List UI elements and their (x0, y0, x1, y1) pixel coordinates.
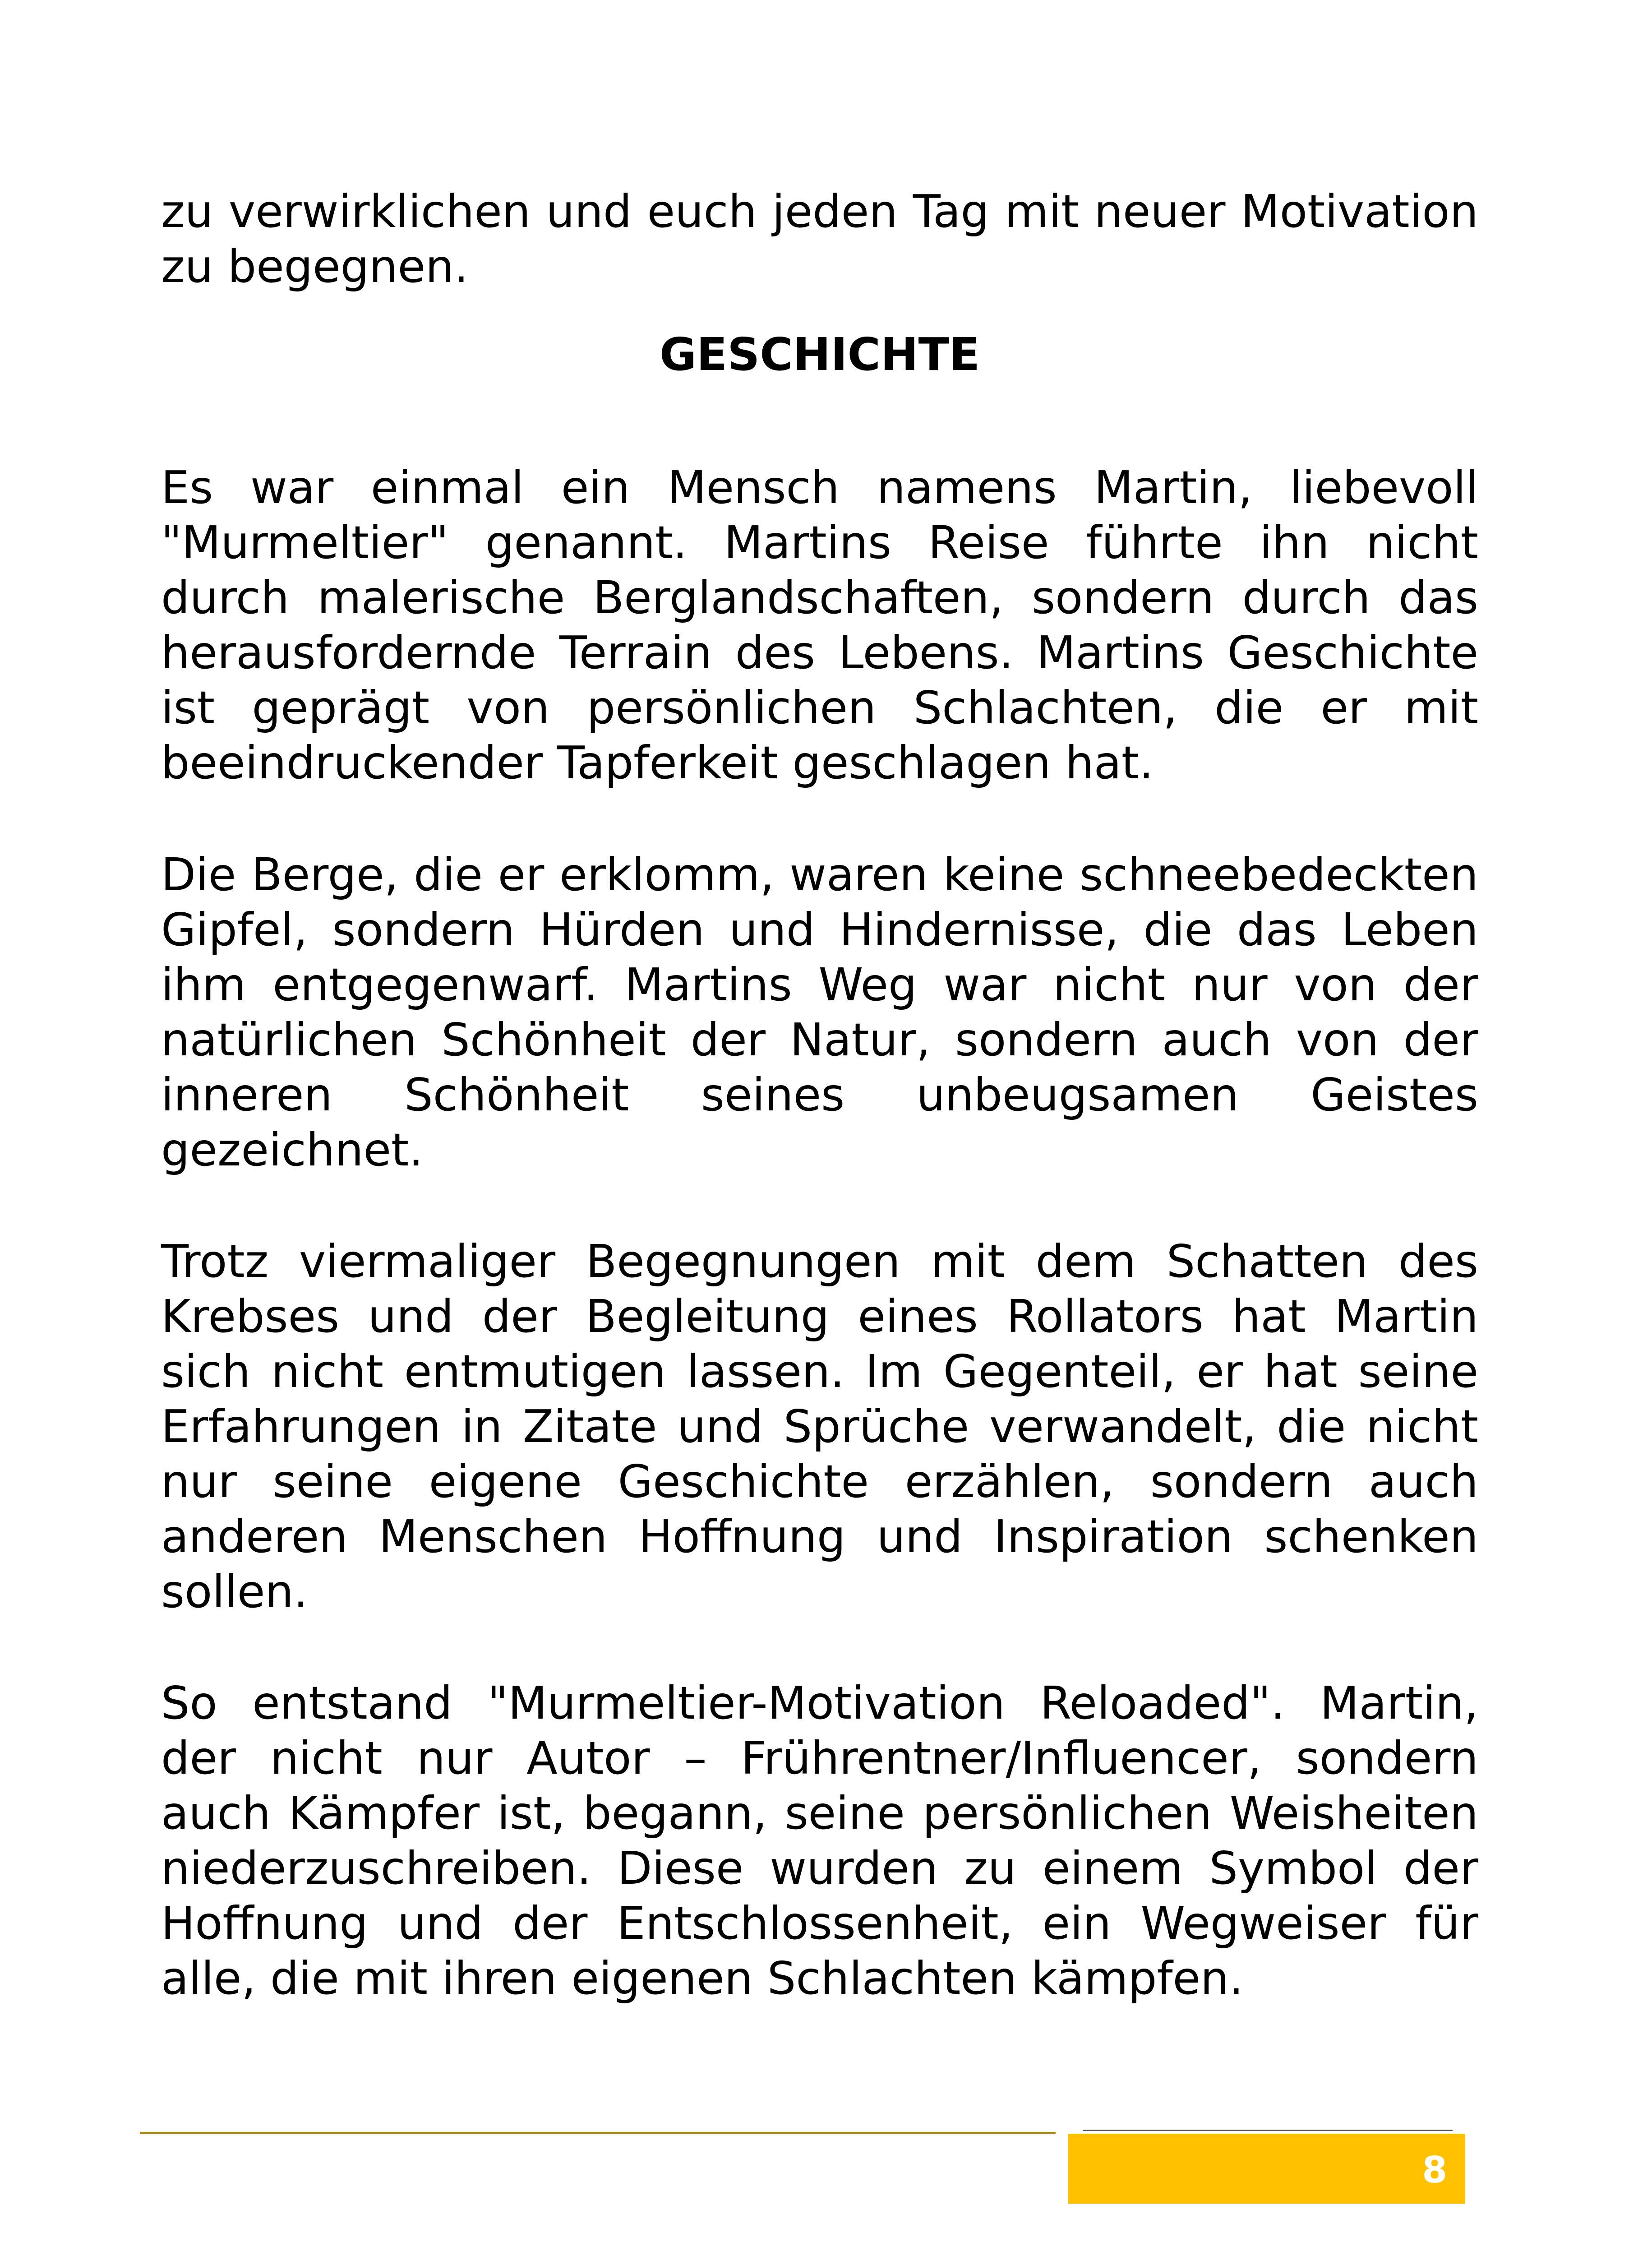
story-paragraph-4: So entstand "Murmeltier-Motivation Reloaded". Martin, der nicht nur Autor – Frührentner/Influencer, sondern auch Kämpfer ist, begann, seine persönlichen Weisheiten niederzuschreiben. Diese wurden zu einem Symbol der Hoffnung und der Entschlossenheit, ein Wegweiser für alle, die mit ihren eigenen Schlachten kämpfen. (161, 1677, 1478, 2005)
page-number-badge (1068, 2134, 1465, 2204)
page-number: 8 (1422, 2149, 1447, 2191)
section-heading: GESCHICHTE (659, 328, 980, 381)
intro-paragraph: zu verwirklichen und euch jeden Tag mit neuer Motivation zu begegnen. (161, 185, 1478, 293)
footer-divider-right (1083, 2130, 1453, 2131)
story-paragraph-2: Die Berge, die er erklomm, waren keine schneebedeckten Gipfel, sondern Hürden und Hindernisse, die das Leben ihm entgegenwarf. Martins Weg war nicht nur von der natürlichen Schönheit der Natur, sondern auch von der inneren Schönheit seines unbeugsamen Geistes gezeichnet. (161, 848, 1478, 1176)
footer-divider (140, 2132, 1056, 2134)
story-paragraph-1: Es war einmal ein Mensch namens Martin, liebevoll "Murmeltier" genannt. Martins Reise führte ihn nicht durch malerische Berglandschaften, sondern durch das herausfordernde Terrain des Lebens. Martins Geschichte ist geprägt von persönlichen Schlachten, die er mit beeindruckender Tapferkeit geschlagen hat. (161, 461, 1478, 789)
story-paragraph-3: Trotz viermaliger Begegnungen mit dem Schatten des Krebses und der Begleitung eines Rollators hat Martin sich nicht entmutigen lassen. Im Gegenteil, er hat seine Erfahrungen in Zitate und Sprüche verwandelt, die nicht nur seine eigene Geschichte erzählen, sondern auch anderen Menschen Hoffnung und Inspiration schenken sollen. (161, 1235, 1478, 1618)
